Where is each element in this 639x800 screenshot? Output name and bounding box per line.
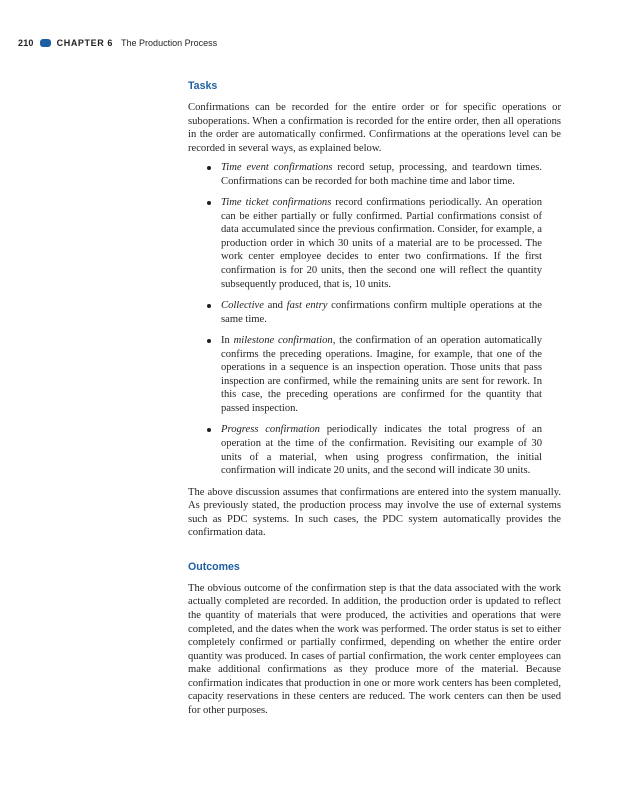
term: fast entry bbox=[286, 300, 328, 312]
tasks-closing: The above discussion assumes that confirmations are entered into the system manually. As previously stated, the production process may involve the use of external systems such as PDC systems. In such cases, the PDC system automatically provides the confirmation data. bbox=[188, 486, 561, 539]
bullet-icon bbox=[207, 304, 211, 308]
list-item: Time ticket confirmations record confirmations periodically. An operation can be either partially or fully confirmed. Partial confirmations consist of data accumulated since the previous confirmation. Consider, for example, a production order in which 30 units of a material are to be processed. The work center employee decides to enter two confirmations. If the first confirmation is for 20 units, then the second one will reflect the quantity subsequently produced, that is, 10 units. bbox=[221, 196, 561, 291]
running-head bbox=[18, 38, 217, 48]
chapter-label: CHAPTER 6 bbox=[56, 38, 114, 48]
term: Progress confirmation bbox=[221, 424, 320, 436]
page-body bbox=[188, 80, 561, 717]
outcomes-body: The obvious outcome of the confirmation step is that the data associated with the work actually completed are recorded. In addition, the production order is updated to reflect the quantity of materials that were produced, the activities and operations that were completed, and the dates when the work was performed. The order status is set to either completely confirmed or partially confirmed, depending on whether the entire order quantity was produced. In cases of partial confirmation, the work center employees can make additional confirmations as they produce more of the material. Because confirmation indicates that production in one or more work centers has been completed, capacity reservations in these centers are reduced. The work centers can then be used for other purposes. bbox=[188, 582, 561, 716]
chapter-marker-icon bbox=[40, 39, 51, 47]
page-number: 210 bbox=[18, 38, 34, 48]
list-item: In milestone confirmation, the confirmation of an operation automatically confirms the preceding operations. Imagine, for example, that one of the operations in a sequence is an inspection operation. Those units that pass inspection are confirmed, while the remaining units are sent for rework. In this case, the preceding operations are confirmed for the quantity that passed inspection. bbox=[221, 334, 561, 415]
list-item: Progress confirmation periodically indicates the total progress of an operation at the time of the confirmation. Revisiting our example of 30 units of a material, when using progress confirmation, the initial confirmation will indicate 20 units, and the second will indicate 30 units. bbox=[221, 423, 561, 477]
outcomes-heading: Outcomes bbox=[188, 560, 240, 573]
term: milestone confirmation bbox=[233, 335, 333, 347]
bullet-icon bbox=[207, 339, 211, 343]
bullet-icon bbox=[207, 166, 211, 170]
chapter-title: The Production Process bbox=[121, 38, 218, 48]
tasks-heading: Tasks bbox=[188, 80, 218, 92]
list-item: Time event confirmations record setup, processing, and teardown times. Confirmations can be recorded for both machine time and labor time. bbox=[221, 161, 561, 188]
term: Collective bbox=[221, 300, 264, 312]
bullet-icon bbox=[207, 428, 211, 432]
tasks-intro: Confirmations can be recorded for the entire order or for specific operations or suboperations. When a confirmation is recorded for the entire order, then all operations in the order are automatically confirmed. Confirmations at the operations level can be recorded in several ways, as explained below. bbox=[188, 102, 561, 154]
bullet-icon bbox=[207, 201, 211, 205]
term: Time ticket confirmations bbox=[221, 197, 332, 209]
confirmation-types-list bbox=[188, 161, 561, 477]
list-item: Collective and fast entry confirmations confirm multiple operations at the same time. bbox=[221, 299, 561, 326]
term: Time event confirmations bbox=[221, 162, 333, 174]
